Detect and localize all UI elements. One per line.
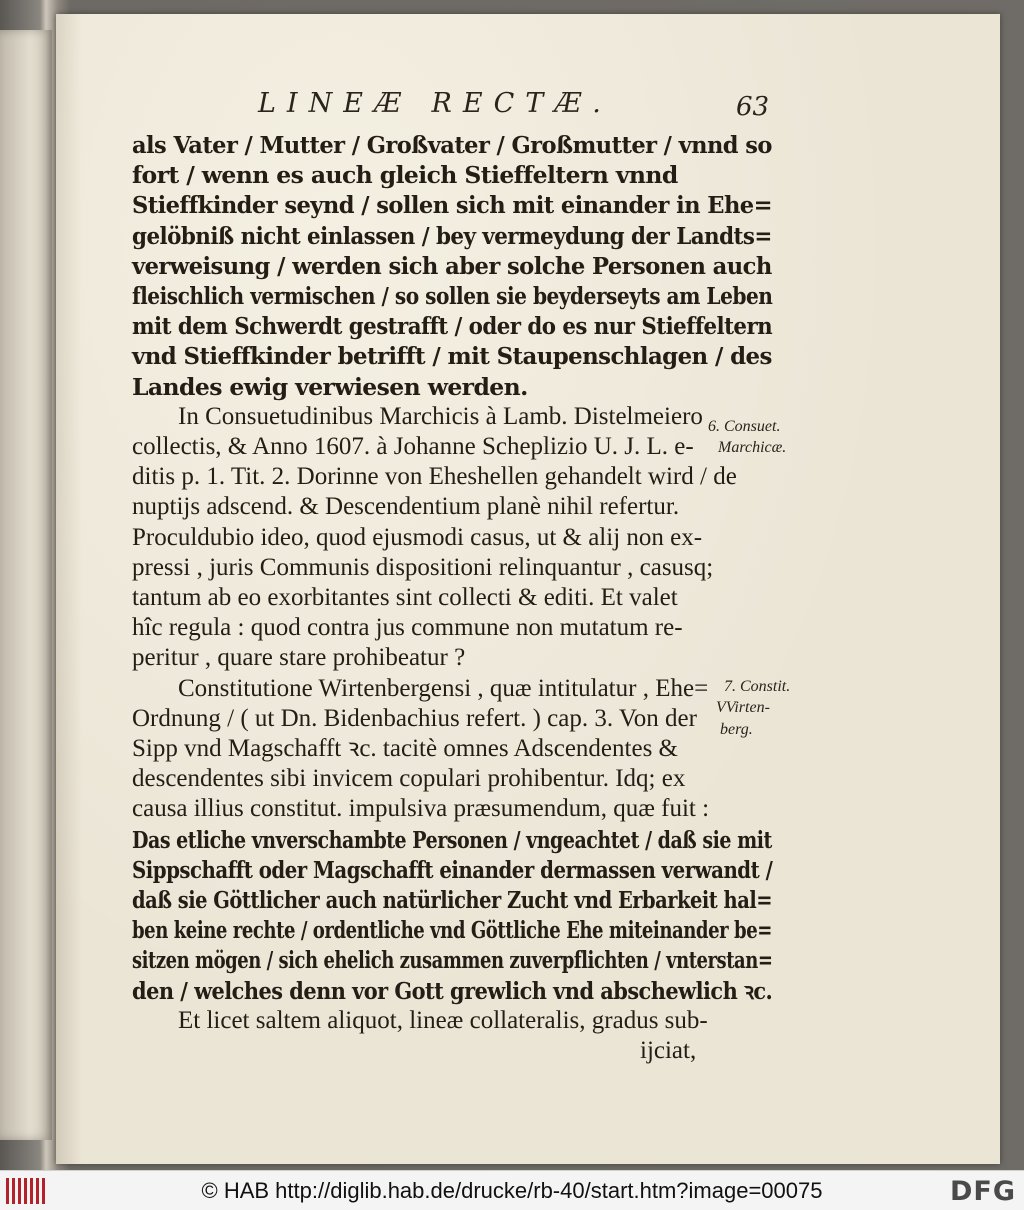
text-line: ben keine rechte / ordentliche vnd Göttliche Ehe miteinander be= bbox=[132, 916, 772, 945]
text-line: Sippschafft oder Magschafft einander dermassen verwandt / bbox=[132, 855, 773, 884]
text-line: Constitutione Wirtenbergensi , quæ intitulatur , Ehe= bbox=[178, 674, 709, 702]
text-line: pressi , juris Communis dispositioni relinquantur , casusq; bbox=[132, 553, 714, 581]
text-line: Et licet saltem aliquot, lineæ collateralis, gradus sub- bbox=[178, 1006, 708, 1034]
text-line: ditis p. 1. Tit. 2. Dorinne von Eheshellen gehandelt wird / de bbox=[132, 463, 737, 491]
text-line: fleischlich vermischen / so sollen sie beyderseyts am Leben bbox=[132, 282, 773, 310]
text-line: Landes ewig verwiesen werden. bbox=[132, 372, 528, 401]
text-line: Sipp vnd Magschafft ꝛc. tacitè omnes Adscendentes & bbox=[132, 735, 678, 762]
text-line: collectis, & Anno 1607. à Johanne Scheplizio U. J. L. e- bbox=[132, 433, 694, 460]
marginal-note: VVirten- bbox=[716, 699, 770, 716]
text-line: ijciat, bbox=[640, 1037, 697, 1064]
text-line: nuptijs adscend. & Descendentium planè nihil refertur. bbox=[132, 493, 680, 521]
text-line: Proculdubio ideo, quod ejusmodi casus, ut & alij non ex- bbox=[132, 523, 703, 551]
text-line: gelöbniß nicht einlassen / bey vermeydung der Landts= bbox=[132, 221, 772, 250]
text-line: fort / wenn es auch gleich Stieffeltern vnnd bbox=[132, 161, 678, 190]
text-line: als Vater / Mutter / Großvater / Großmutter / vnnd so bbox=[132, 131, 772, 159]
text-line: vnd Stieffkinder betrifft / mit Staupenschlagen / des bbox=[132, 342, 772, 371]
text-line: hîc regula : quod contra jus commune non mutatum re- bbox=[132, 614, 683, 642]
dfg-logo: DFG bbox=[949, 1176, 1016, 1207]
text-line: causa illius constitut. impulsiva præsumendum, quæ fuit : bbox=[132, 795, 710, 823]
footer-bar bbox=[0, 1170, 1024, 1210]
marginal-note: Marchicæ. bbox=[718, 439, 787, 456]
marginal-note: 7. Constit. bbox=[724, 678, 791, 695]
text-line: mit dem Schwerdt gestrafft / oder do es nur Stieffeltern bbox=[132, 312, 773, 341]
text-line: Ordnung / ( ut Dn. Bidenbachius refert. ) cap. 3. Von der bbox=[132, 704, 697, 732]
text-line: Das etliche vnverschambte Personen / vngeachtet / daß sie mit bbox=[132, 825, 772, 854]
marginal-note: 6. Consuet. bbox=[708, 418, 781, 435]
copyright-link[interactable]: © HAB http://diglib.hab.de/drucke/rb-40/start.htm?image=00075 bbox=[201, 1178, 823, 1203]
text-line: peritur , quare stare prohibeatur ? bbox=[132, 644, 466, 672]
text-line: tantum ab eo exorbitantes sint collecti & editi. Et valet bbox=[132, 584, 678, 611]
text-line: Stieffkinder seynd / sollen sich mit einander in Ehe= bbox=[132, 191, 772, 220]
previous-page-edge bbox=[0, 30, 52, 1140]
text-line: daß sie Göttlicher auch natürlicher Zucht vnd Erbarkeit hal= bbox=[132, 886, 773, 914]
text-line: In Consuetudinibus Marchicis à Lamb. Distelmeiero bbox=[178, 402, 703, 430]
text-line: descendentes sibi invicem copulari prohibentur. Idq; ex bbox=[132, 765, 686, 793]
book-page bbox=[56, 14, 1000, 1164]
running-head: LINEÆ RECTÆ. bbox=[258, 88, 612, 119]
marginal-note: berg. bbox=[720, 721, 753, 738]
page-number: 63 bbox=[736, 92, 770, 122]
text-line: sitzen mögen / sich ehelich zusammen zuverpflichten / vnterstan= bbox=[132, 946, 773, 975]
text-line: verweisung / werden sich aber solche Personen auch bbox=[132, 251, 772, 280]
text-line: den / welches denn vor Gott grewlich vnd abschewlich ꝛc. bbox=[132, 976, 773, 1005]
